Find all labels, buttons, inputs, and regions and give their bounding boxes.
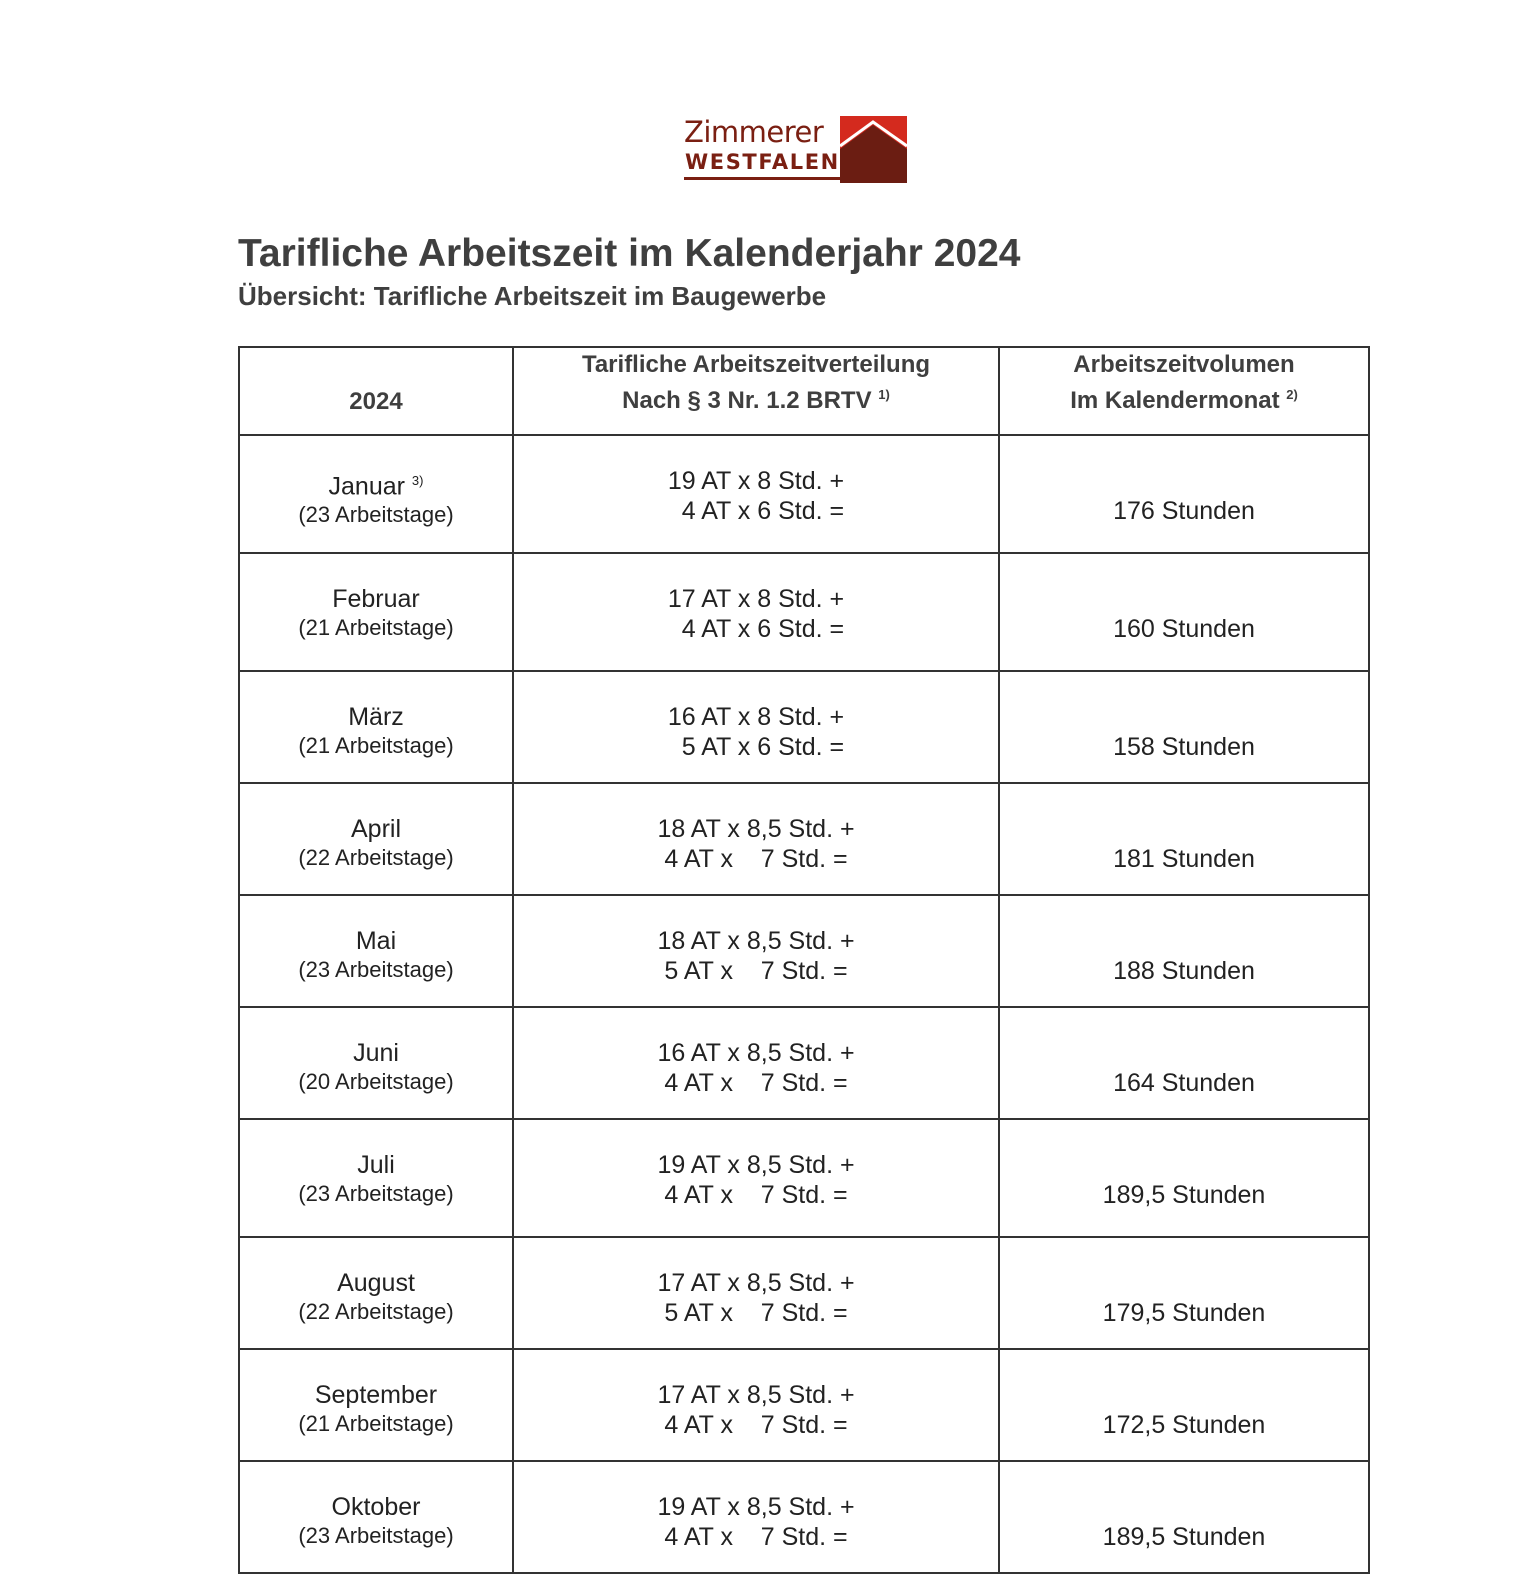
- month-workdays: (23 Arbeitstage): [298, 957, 454, 982]
- month-workdays: (22 Arbeitstage): [298, 1299, 454, 1324]
- monthly-hours: 189,5 Stunden: [1102, 1181, 1266, 1209]
- month-name: Februar: [332, 585, 420, 613]
- month-name: Juni: [353, 1039, 399, 1067]
- footnote-marker: 2): [1286, 387, 1298, 402]
- logo-text-zimmerer: Zimmerer: [684, 115, 824, 149]
- month-workdays: (21 Arbeitstage): [298, 1411, 454, 1436]
- formula-cell: [513, 671, 999, 783]
- month-cell: [239, 895, 513, 1007]
- table-row: [239, 1119, 1369, 1237]
- month-workdays: (21 Arbeitstage): [298, 733, 454, 758]
- month-cell: [239, 1237, 513, 1349]
- formula-line-2: 4 AT x 7 Std. =: [664, 1181, 848, 1209]
- header-distribution: [513, 347, 999, 435]
- monthly-hours: 164 Stunden: [1113, 1069, 1255, 1097]
- formula-line-1: 19 AT x 8 Std. +: [667, 467, 845, 495]
- month-workdays: (21 Arbeitstage): [298, 615, 454, 640]
- formula-line-1: 17 AT x 8,5 Std. +: [657, 1269, 855, 1297]
- month-cell: [239, 1461, 513, 1573]
- header-year: [239, 347, 513, 435]
- formula-line-2: 5 AT x 7 Std. =: [664, 957, 848, 985]
- table-row: [239, 553, 1369, 671]
- hours-cell: [999, 783, 1369, 895]
- hours-cell: [999, 1237, 1369, 1349]
- monthly-hours: 189,5 Stunden: [1102, 1523, 1266, 1551]
- formula-line-1: 18 AT x 8,5 Std. +: [657, 927, 855, 955]
- hours-cell: [999, 1007, 1369, 1119]
- month-cell: [239, 435, 513, 553]
- table-row: [239, 671, 1369, 783]
- hours-cell: [999, 435, 1369, 553]
- formula-line-1: 17 AT x 8 Std. +: [667, 585, 845, 613]
- month-cell: [239, 1007, 513, 1119]
- formula-line-2: 4 AT x 6 Std. =: [667, 497, 845, 525]
- month-workdays: (23 Arbeitstage): [298, 502, 454, 528]
- month-name: Januar: [328, 472, 405, 501]
- month-name: Mai: [355, 927, 397, 955]
- formula-cell: [513, 1349, 999, 1461]
- formula-line-2: 4 AT x 7 Std. =: [664, 1411, 848, 1439]
- formula-line-1: 19 AT x 8,5 Std. +: [657, 1151, 855, 1179]
- month-workdays: (22 Arbeitstage): [298, 845, 454, 870]
- footnote-marker: 1): [878, 387, 890, 402]
- formula-line-2: 4 AT x 6 Std. =: [667, 615, 845, 643]
- table-row: [239, 1237, 1369, 1349]
- header-distribution-line1: Tarifliche Arbeitszeitverteilung: [581, 351, 931, 378]
- formula-line-2: 5 AT x 7 Std. =: [664, 1299, 848, 1327]
- monthly-hours: 172,5 Stunden: [1102, 1411, 1266, 1439]
- formula-cell: [513, 1007, 999, 1119]
- formula-line-1: 18 AT x 8,5 Std. +: [657, 815, 855, 843]
- hours-cell: [999, 895, 1369, 1007]
- formula-cell: [513, 553, 999, 671]
- monthly-hours: 176 Stunden: [1113, 497, 1255, 525]
- footnote-marker: 3): [411, 473, 424, 488]
- formula-line-2: 4 AT x 7 Std. =: [664, 1523, 848, 1551]
- month-workdays: (20 Arbeitstage): [298, 1069, 454, 1094]
- logo: [684, 116, 908, 186]
- month-name: Juli: [357, 1151, 395, 1179]
- table-row: [239, 895, 1369, 1007]
- formula-line-1: 17 AT x 8,5 Std. +: [657, 1381, 855, 1409]
- month-name: Oktober: [331, 1493, 421, 1521]
- header-volume-line1: Arbeitszeitvolumen: [1073, 351, 1295, 378]
- header-year-label: 2024: [349, 388, 403, 415]
- month-workdays: (23 Arbeitstage): [298, 1523, 454, 1548]
- hours-cell: [999, 1349, 1369, 1461]
- formula-cell: [513, 1119, 999, 1237]
- hours-cell: [999, 1461, 1369, 1573]
- monthly-hours: 179,5 Stunden: [1102, 1299, 1266, 1327]
- header-volume: [999, 347, 1369, 435]
- month-name: März: [348, 703, 404, 731]
- hours-cell: [999, 671, 1369, 783]
- formula-line-1: 16 AT x 8 Std. +: [667, 703, 845, 731]
- formula-cell: [513, 783, 999, 895]
- monthly-hours: 160 Stunden: [1113, 615, 1255, 643]
- month-name: August: [337, 1269, 415, 1297]
- table-row: [239, 1349, 1369, 1461]
- formula-cell: [513, 895, 999, 1007]
- formula-line-2: 4 AT x 7 Std. =: [664, 1069, 848, 1097]
- formula-cell: [513, 1461, 999, 1573]
- month-name: September: [314, 1381, 438, 1409]
- table-row: [239, 1461, 1369, 1573]
- page-title: Tarifliche Arbeitszeit im Kalenderjahr 2024: [238, 232, 1021, 275]
- logo-underline: [684, 177, 842, 180]
- month-cell: [239, 1119, 513, 1237]
- month-cell: [239, 1349, 513, 1461]
- page-subtitle: Übersicht: Tarifliche Arbeitszeit im Baugewerbe: [238, 281, 827, 311]
- monthly-hours: 188 Stunden: [1113, 957, 1255, 985]
- month-cell: [239, 783, 513, 895]
- formula-line-1: 16 AT x 8,5 Std. +: [657, 1039, 855, 1067]
- header-distribution-line2: Nach § 3 Nr. 1.2 BRTV: [622, 387, 872, 414]
- table-row: [239, 783, 1369, 895]
- house-roof-icon: [840, 116, 907, 183]
- month-workdays: (23 Arbeitstage): [298, 1181, 454, 1206]
- formula-cell: [513, 1237, 999, 1349]
- hours-cell: [999, 1119, 1369, 1237]
- header-volume-line2: Im Kalendermonat: [1070, 387, 1280, 414]
- monthly-hours: 158 Stunden: [1113, 733, 1255, 761]
- month-name: April: [350, 815, 401, 843]
- hours-cell: [999, 553, 1369, 671]
- formula-line-1: 19 AT x 8,5 Std. +: [657, 1493, 855, 1521]
- formula-line-2: 5 AT x 6 Std. =: [667, 733, 845, 761]
- formula-line-2: 4 AT x 7 Std. =: [664, 845, 848, 873]
- month-cell: [239, 671, 513, 783]
- table-row: [239, 435, 1369, 553]
- table-row: [239, 1007, 1369, 1119]
- worktime-table: [238, 346, 1370, 1574]
- table-header-row: [239, 347, 1369, 435]
- monthly-hours: 181 Stunden: [1113, 845, 1255, 873]
- logo-text-westfalen: WESTFALEN: [685, 150, 840, 174]
- formula-cell: [513, 435, 999, 553]
- month-cell: [239, 553, 513, 671]
